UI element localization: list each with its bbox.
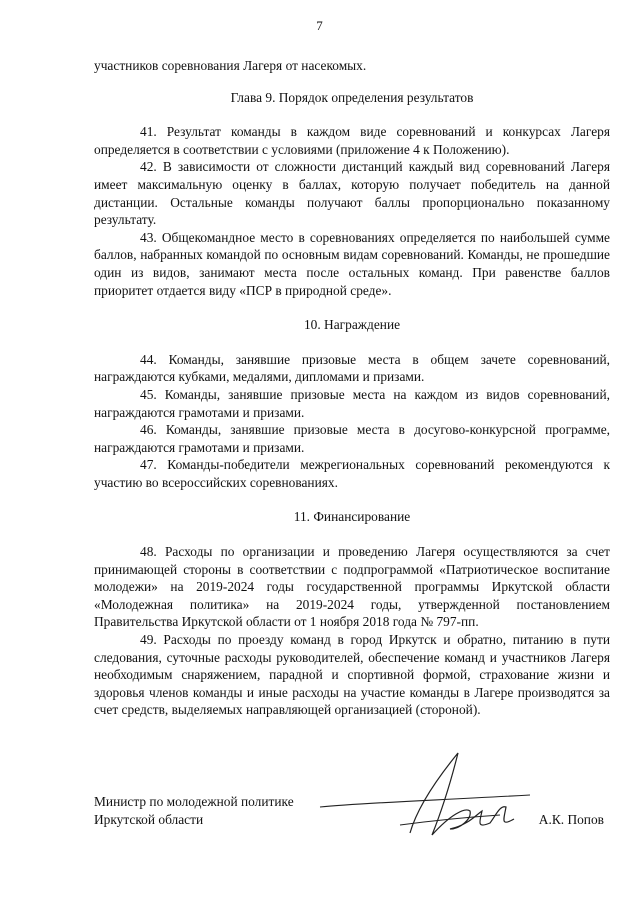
paragraph-49: 49. Расходы по проезду команд в город Иркутск и обратно, питанию в пути следования, суточные расходы руководителей, обеспечение команд и участников Лагеря необходимым снаряжением, парадной и спортивной формой, страхование жизни и здоровья членов команды и иные расходы на участие команды в Лагере производятся за счет средств, выделяемых направляющей организацией (стороной). — [94, 632, 610, 718]
lead-line: участников соревнования Лагеря от насекомых. — [94, 58, 367, 73]
signatory-title-line1: Министр по молодежной политике — [94, 794, 294, 809]
section-heading-10: 10. Награждение — [303, 317, 401, 333]
paragraph-42: 42. В зависимости от сложности дистанций каждый вид соревнований Лагеря имеет максимальную оценку в баллах, которую получает победитель на данной дистанции. Остальные команды получают баллы пропорционально показанному результату. — [94, 159, 610, 228]
document-body — [94, 57, 610, 719]
page-number: 7 — [316, 18, 323, 33]
signatory-title-line2: Иркутской области — [94, 812, 204, 827]
paragraph-44: 44. Команды, занявшие призовые места в общем зачете соревнований, награждаются кубками, медалями, дипломами и призами. — [94, 351, 610, 385]
paragraph-43: 43. Общекомандное место в соревнованиях определяется по наибольшей сумме баллов, набранных командой по основным видам соревнований. Команды, не прошедшие один из видов, занимают места после остальных команд. При равенстве баллов приоритет отдается виду «ПСР в природной среде». — [94, 229, 610, 298]
paragraph-46: 46. Команды, занявшие призовые места в досугово-конкурсной программе, награждаются грамотами и призами. — [94, 422, 610, 455]
section-heading-11: 11. Финансирование — [293, 509, 411, 525]
section-heading-9: Глава 9. Порядок определения результатов — [230, 89, 474, 105]
paragraph-48: 48. Расходы по организации и проведению Лагеря осуществляются за счет принимающей стороны в соответствии с подпрограммой «Патриотическое воспитание молодежи» на 2019-2024 годы государственной программы Иркутской области «Молодежная политика» на 2019-2024 годы, утвержденной постановлением Правительства Иркутской области от 1 ноября 2018 года № 797-пп. — [94, 544, 610, 630]
paragraph-45: 45. Команды, занявшие призовые места на каждом из видов соревнований, награждаются грамотами и призами. — [94, 386, 610, 420]
signatory-name: А.К. Попов — [538, 812, 604, 827]
paragraph-47: 47. Команды-победители межрегиональных соревнований рекомендуются к участию во всероссийских соревнованиях. — [94, 457, 610, 490]
paragraph-41: 41. Результат команды в каждом виде соревнований и конкурсах Лагеря определяется в соответствии с условиями (приложение 4 к Положению). — [94, 124, 610, 157]
